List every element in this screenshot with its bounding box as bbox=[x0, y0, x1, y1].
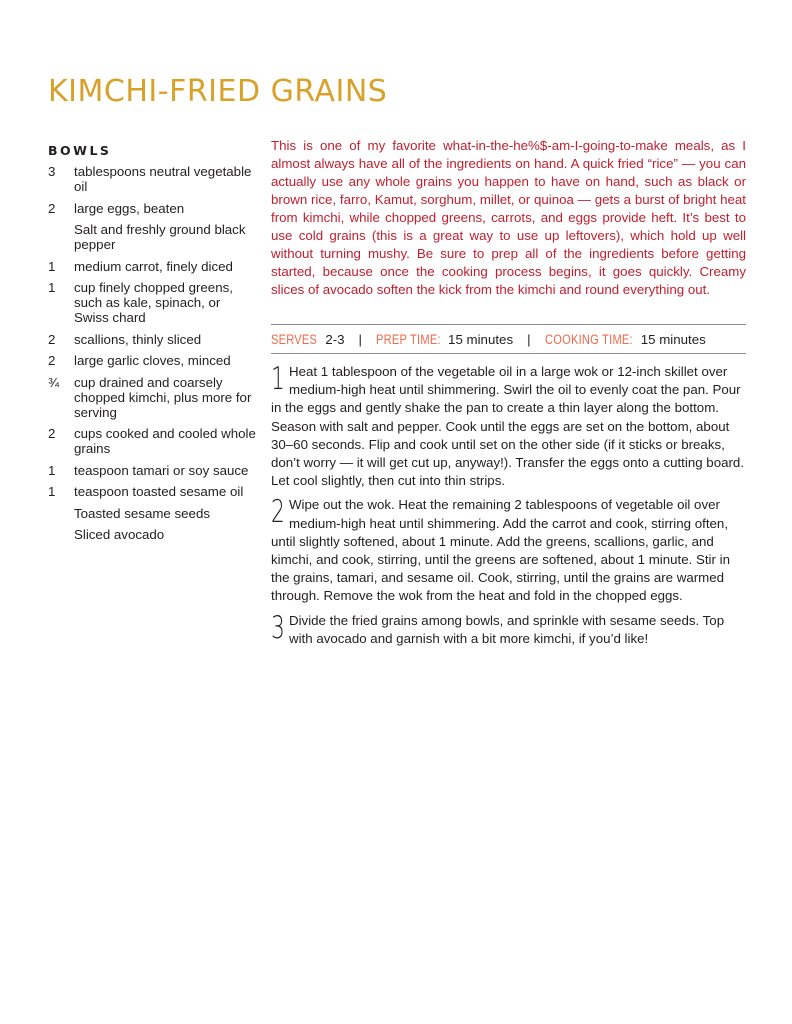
step-3 bbox=[271, 609, 746, 648]
ingredient-text: Sliced avocado bbox=[74, 527, 165, 542]
ingredient-item bbox=[48, 484, 258, 499]
recipe-meta-bar bbox=[271, 324, 746, 354]
ingredient-quantity: 3 bbox=[48, 164, 56, 179]
prep-time-value: 15 minutes bbox=[448, 331, 514, 347]
ingredient-item bbox=[48, 280, 258, 325]
cooking-time-label: COOKING TIME: bbox=[544, 331, 633, 347]
serves-label: SERVES bbox=[271, 331, 318, 347]
step-number: 2 bbox=[271, 494, 285, 531]
ingredient-text: medium carrot, finely diced bbox=[74, 258, 233, 274]
cooking-time-value: 15 minutes bbox=[640, 331, 706, 347]
step-1 bbox=[271, 363, 746, 490]
meta-separator: | bbox=[358, 331, 363, 347]
meta-separator: | bbox=[527, 331, 531, 347]
ingredient-quantity: 1 bbox=[48, 280, 56, 295]
ingredient-quantity: 2 bbox=[48, 331, 56, 347]
cooking-time-group bbox=[545, 332, 706, 347]
step-text: Heat 1 tablespoon of the vegetable oil in a large wok or 12-inch skillet over medium-high heat until shimmering. Swirl the oil to evenly coat the pan. Pour in the eggs and gently shake the pan to create a thin layer along the bottom. Season with salt and pepper. Cook until the eggs are set on the bottom, about 30–60 seconds. Flip and cook until set on the other side (if it sticks or breaks, don’t worry — it will get cut up, anyway!). Transfer the eggs onto a cutting board. Let cool slightly, then cut into thin strips. bbox=[271, 364, 745, 489]
ingredient-item bbox=[48, 375, 258, 420]
ingredient-item bbox=[48, 259, 258, 274]
step-number: 3 bbox=[271, 609, 285, 646]
ingredient-quantity: 2 bbox=[48, 353, 56, 368]
serves-value: 2-3 bbox=[325, 331, 345, 347]
ingredient-text: large eggs, beaten bbox=[74, 200, 185, 216]
ingredient-item bbox=[48, 527, 258, 542]
recipe-title: KIMCHI-FRIED GRAINS bbox=[48, 74, 388, 109]
ingredient-quantity bbox=[48, 506, 74, 521]
ingredient-quantity bbox=[48, 222, 74, 252]
prep-time-group bbox=[376, 332, 513, 347]
ingredients-column bbox=[48, 143, 258, 549]
ingredient-quantity: 1 bbox=[48, 258, 56, 274]
ingredient-item bbox=[48, 426, 258, 456]
recipe-intro: This is one of my favorite what-in-the-he%$-am-I-going-to-make meals, as I almost always have all of the ingredients on hand. A quick fried “rice” — you can actually use any whole grains you happen to have on hand, such as black or brown rice, farro, Kamut, sorghum, millet, or quinoa — gets a burst of bright heat from kimchi, while chopped greens, carrots, and eggs provide heft. It’s best to use cold grains (this is a great way to use up leftovers), which hold up well without turning mushy. Be sure to prep all of the ingredients before getting started, because once the cooking process begins, it goes quickly. Creamy slices of avocado soften the kick from the kimchi and round everything out. bbox=[271, 138, 746, 297]
ingredient-text: teaspoon tamari or soy sauce bbox=[74, 462, 249, 478]
serves-group bbox=[271, 332, 345, 347]
ingredient-text: cup drained and coarsely chopped kimchi, plus more for serving bbox=[74, 374, 252, 420]
ingredient-text: cup finely chopped greens, such as kale, spinach, or Swiss chard bbox=[74, 280, 233, 325]
ingredient-item bbox=[48, 332, 258, 347]
ingredient-text: large garlic cloves, minced bbox=[74, 353, 231, 368]
ingredient-quantity: 1 bbox=[48, 462, 56, 478]
ingredients-list bbox=[48, 164, 258, 542]
ingredient-item bbox=[48, 222, 258, 252]
ingredient-quantity: 2 bbox=[48, 426, 56, 441]
prep-time-label: PREP TIME: bbox=[376, 331, 441, 347]
ingredient-text: teaspoon toasted sesame oil bbox=[74, 484, 244, 499]
step-text: Divide the fried grains among bowls, and sprinkle with sesame seeds. Top with avocado and garnish with a bit more kimchi, if you’d like! bbox=[289, 612, 725, 646]
step-2 bbox=[271, 496, 746, 605]
ingredients-heading: BOWLS bbox=[48, 143, 112, 158]
ingredient-text: Salt and freshly ground black pepper bbox=[74, 222, 246, 252]
ingredient-text: tablespoons neutral vegetable oil bbox=[74, 164, 252, 194]
ingredient-text: scallions, thinly sliced bbox=[74, 331, 202, 347]
step-number: 1 bbox=[271, 361, 285, 397]
step-text: Wipe out the wok. Heat the remaining 2 tablespoons of vegetable oil over medium-high heat until shimmering. Add the carrot and cook, stirring often, until slightly softened, about 1 minute. Add the greens, scallions, garlic, and kimchi, and cook, stirring, until the greens are softened, about 1 minute. Stir in the grains, tamari, and sesame oil. Cook, stirring, until the grains are warmed through. Remove the wok from the heat and fold in the chopped eggs. bbox=[271, 497, 730, 604]
ingredient-text: cups cooked and cooled whole grains bbox=[74, 426, 256, 456]
ingredient-item bbox=[48, 201, 258, 216]
ingredient-item bbox=[48, 353, 258, 368]
ingredient-item bbox=[48, 506, 258, 521]
ingredient-quantity: 1 bbox=[48, 484, 56, 499]
ingredient-text: Toasted sesame seeds bbox=[74, 505, 211, 521]
recipe-steps bbox=[271, 363, 746, 654]
ingredient-item bbox=[48, 463, 258, 478]
ingredient-quantity bbox=[48, 527, 74, 542]
ingredient-quantity: ¾ bbox=[48, 374, 60, 390]
ingredient-item bbox=[48, 164, 258, 194]
ingredient-quantity: 2 bbox=[48, 200, 56, 216]
